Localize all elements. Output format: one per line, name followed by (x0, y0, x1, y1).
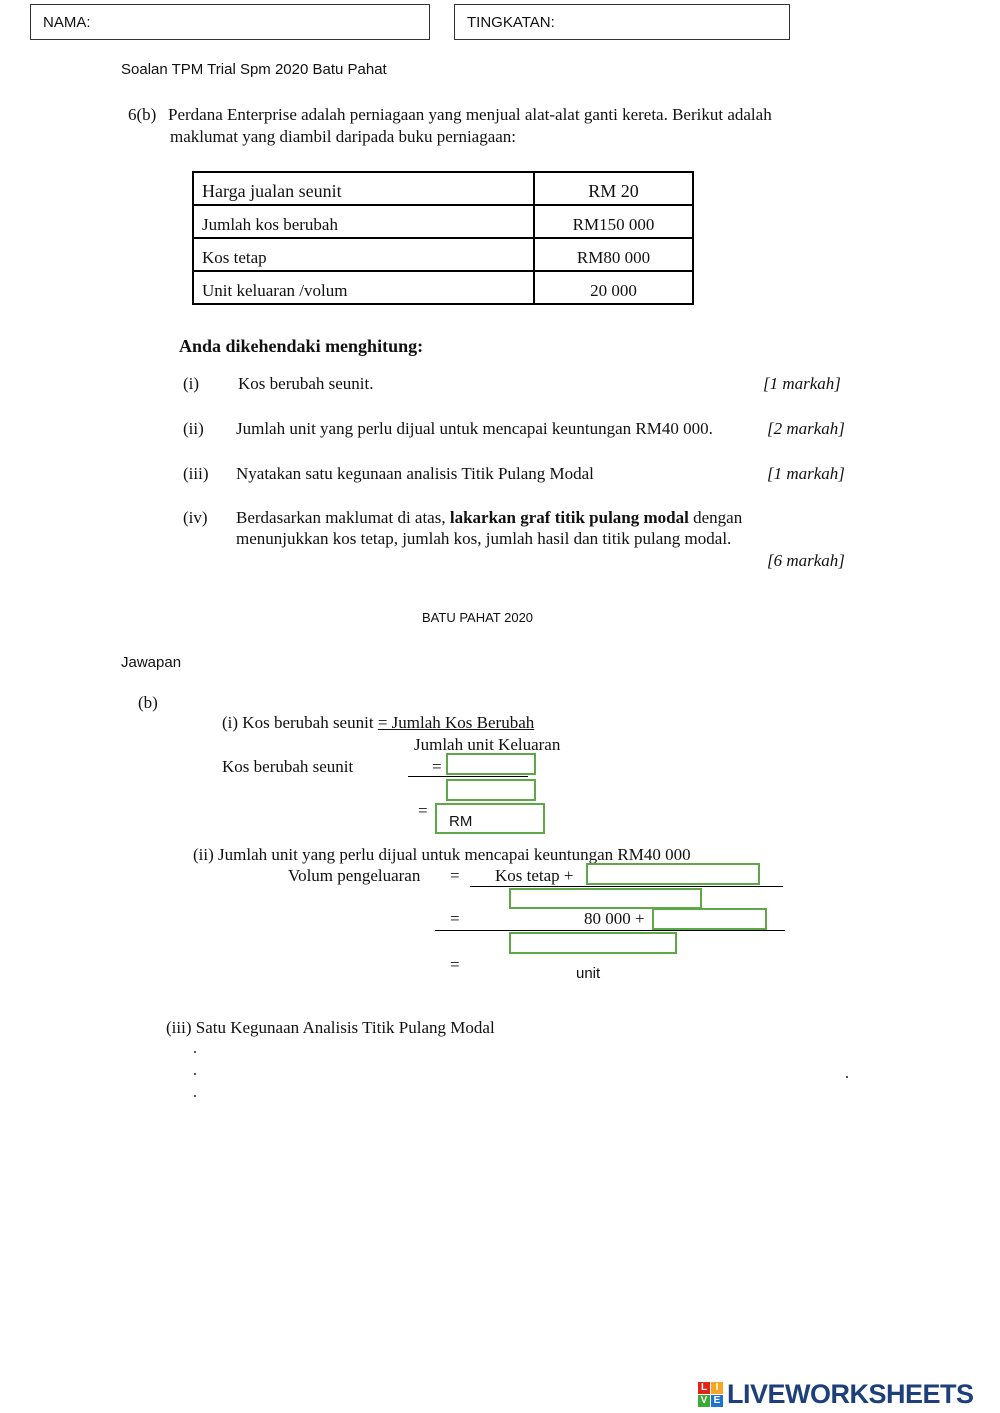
answer-iii-title: (iii) Satu Kegunaan Analisis Titik Pulang Modal (166, 1018, 495, 1037)
answer-ii-title: (ii) Jumlah unit yang perlu dijual untuk mencapai keuntungan RM40 000 (193, 845, 691, 864)
question-intro-line1: Perdana Enterprise adalah perniagaan yang menjual alat-alat ganti kereta. Berikut adalah (168, 105, 772, 124)
answer-i-title-formula: = Jumlah Kos Berubah (377, 713, 535, 732)
answer-ii-profit-input[interactable] (586, 863, 760, 885)
logo-letter: E (711, 1395, 723, 1407)
answer-line-marker (194, 1095, 196, 1097)
tingkatan-label: TINGKATAN: (467, 14, 555, 31)
answer-ii-result-input[interactable] (509, 957, 579, 967)
instruction: Anda dikehendaki menghitung: (179, 336, 424, 356)
logo-grid-icon (698, 1382, 723, 1407)
nama-field-box (30, 4, 430, 40)
table-row (193, 238, 693, 271)
answer-i-title (222, 713, 534, 733)
table-cell-value: 20 000 (534, 271, 693, 304)
nama-label: NAMA: (43, 14, 91, 31)
answer-ii-contribution-input[interactable] (509, 888, 702, 909)
answer-ii-denominator-input[interactable] (509, 932, 677, 954)
footer-label: BATU PAHAT 2020 (422, 610, 534, 625)
liveworksheets-logo (698, 1379, 974, 1410)
answer-line-marker (194, 1051, 196, 1053)
table-cell-label: Unit keluaran /volum (193, 271, 534, 304)
brand-name: LIVEWORKSHEETS (727, 1379, 974, 1409)
part-i-text: Kos berubah seunit. (238, 374, 374, 393)
equals-sign: = (450, 955, 460, 974)
part-iv-line1-pre: Berdasarkan maklumat di atas, (236, 508, 450, 527)
answer-i-denominator: Jumlah unit Keluaran (414, 735, 561, 754)
table-row (193, 205, 693, 238)
part-i-marks: [1 markah] (763, 374, 841, 393)
tingkatan-input[interactable] (565, 13, 779, 32)
part-ii-number: (ii) (183, 419, 204, 438)
answer-b-label: (b) (138, 693, 158, 712)
rm-prefix: RM (449, 813, 473, 830)
equals-sign: = (450, 909, 460, 928)
part-iv-marks: [6 markah] (767, 551, 845, 570)
part-ii-marks: [2 markah] (767, 419, 845, 438)
answer-heading: Jawapan (121, 654, 182, 671)
answer-line-marker (194, 1073, 196, 1075)
part-iv-number: (iv) (183, 508, 208, 527)
table-cell-label: Harga jualan seunit (193, 172, 534, 205)
equals-sign: = (450, 866, 460, 885)
fraction-line (408, 776, 528, 777)
logo-letter: L (698, 1382, 710, 1394)
business-info-table (192, 171, 694, 305)
kos-tetap-label: Kos tetap + (495, 866, 574, 885)
table-cell-label: Kos tetap (193, 238, 534, 271)
fixed-cost-value: 80 000 + (584, 909, 645, 928)
source-title: Soalan TPM Trial Spm 2020 Batu Pahat (121, 61, 387, 78)
logo-letter: V (698, 1395, 710, 1407)
fraction-line (435, 930, 785, 931)
answer-ii-left-label: Volum pengeluaran (288, 866, 421, 885)
part-iii-marks: [1 markah] (767, 464, 845, 483)
part-iv-line1-post: dengan (688, 508, 743, 527)
part-iii-number: (iii) (183, 464, 209, 483)
equals-sign: = (432, 757, 442, 776)
table-cell-value: RM80 000 (534, 238, 693, 271)
question-intro-line2: maklumat yang diambil daripada buku perniagaan: (170, 127, 517, 146)
question-number: 6(b) (128, 105, 157, 124)
tingkatan-field-box (454, 4, 790, 40)
answer-ii-profit-input-2[interactable] (652, 908, 767, 930)
table-row (193, 172, 693, 205)
part-ii-text: Jumlah unit yang perlu dijual untuk mencapai keuntungan RM40 000. (236, 419, 713, 438)
equals-sign: = (418, 801, 428, 820)
answer-line-marker (846, 1076, 848, 1078)
answer-i-result-box[interactable] (435, 803, 545, 834)
table-row (193, 271, 693, 304)
answer-i-title-pre: (i) Kos berubah seunit (222, 713, 378, 732)
nama-input[interactable] (111, 13, 415, 32)
table-cell-value: RM150 000 (534, 205, 693, 238)
part-iv-line1 (236, 508, 742, 528)
part-i-number: (i) (183, 374, 200, 393)
part-iii-text: Nyatakan satu kegunaan analisis Titik Pulang Modal (236, 464, 594, 483)
answer-i-numerator-input[interactable] (446, 753, 536, 775)
part-iv-line1-bold: lakarkan graf titik pulang modal (449, 508, 689, 527)
logo-letter: I (711, 1382, 723, 1394)
answer-i-denominator-input[interactable] (446, 779, 536, 801)
part-iv-line2: menunjukkan kos tetap, jumlah kos, jumlah hasil dan titik pulang modal. (236, 529, 732, 548)
unit-label: unit (576, 965, 601, 982)
fraction-line (470, 886, 783, 887)
answer-i-left-label: Kos berubah seunit (222, 757, 354, 776)
table-cell-label: Jumlah kos berubah (193, 205, 534, 238)
table-cell-value: RM 20 (534, 172, 693, 205)
